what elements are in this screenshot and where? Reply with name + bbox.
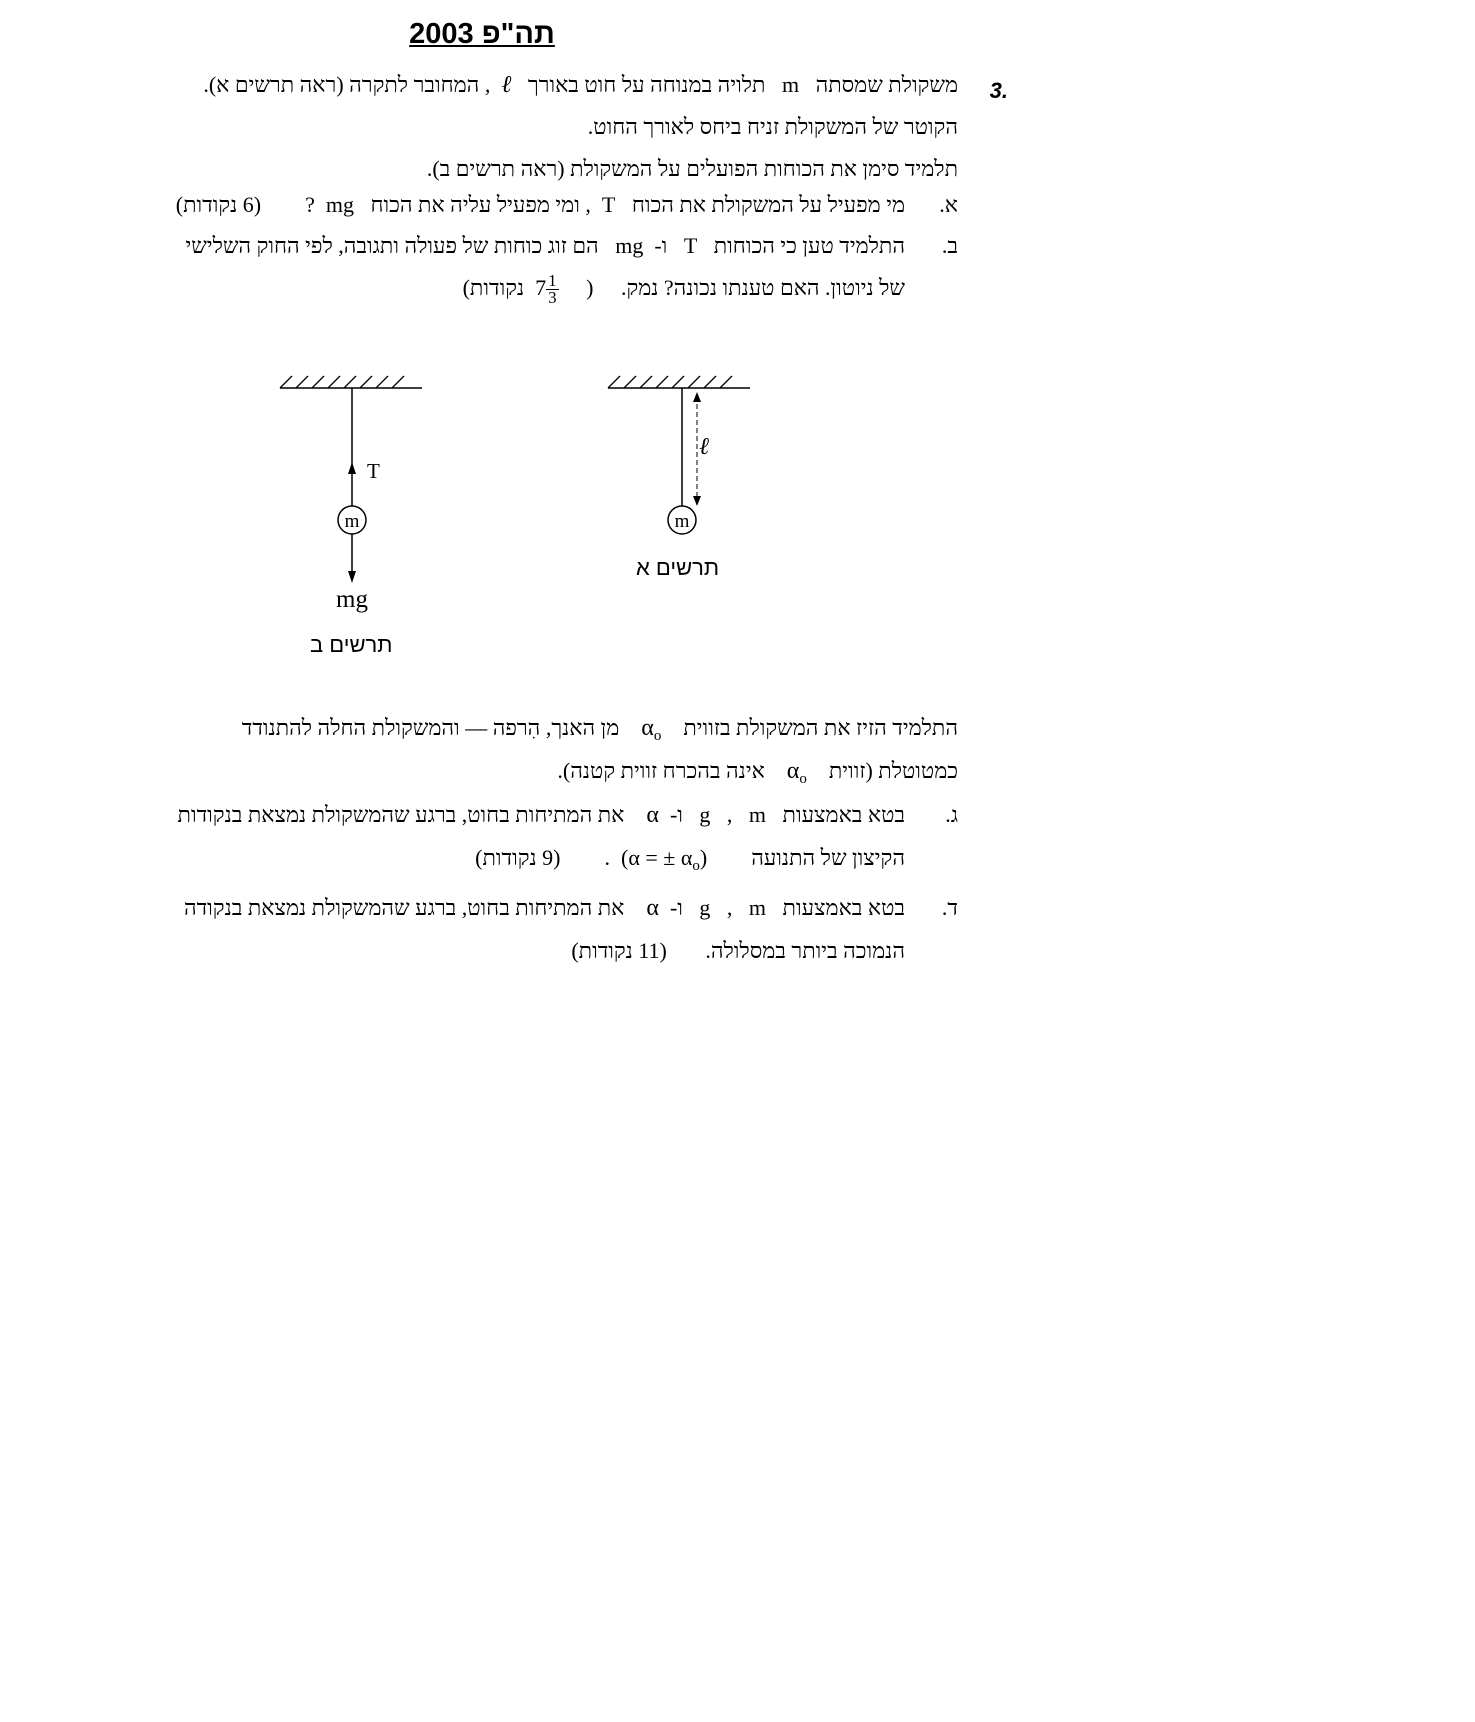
intro-text-3: , המחובר לתקרה (ראה תרשים א). bbox=[203, 72, 491, 97]
pendulum-figures bbox=[0, 0, 1475, 700]
length-symbol: ℓ bbox=[501, 72, 512, 98]
part-a-text-2: , ומי מפעיל עליה את הכוח bbox=[370, 192, 591, 217]
part-b-text-1: התלמיד טען כי הכוחות bbox=[713, 233, 905, 258]
mass-symbol: m bbox=[748, 895, 767, 920]
part-d-vav: ו- bbox=[669, 895, 683, 920]
length-arrow-up-icon bbox=[693, 392, 701, 402]
part-b-points: נקודות) bbox=[462, 275, 525, 300]
part-d-line-1 bbox=[184, 893, 905, 923]
part-c-line-2 bbox=[475, 843, 905, 881]
page-title: תה"פ 2003 bbox=[409, 18, 555, 50]
ceiling-b-hatching bbox=[280, 376, 404, 388]
part-d-text-1: בטא באמצעות bbox=[782, 895, 905, 920]
part-c-text-3: הקיצון של התנועה bbox=[751, 845, 905, 870]
weight-label: mg bbox=[336, 586, 368, 613]
second-line-1 bbox=[242, 713, 958, 751]
question-mark: ? bbox=[305, 192, 315, 217]
second-text-4: אינה בהכרח זווית קטנה). bbox=[557, 758, 765, 783]
second-line-2 bbox=[557, 756, 958, 794]
length-arrow-down-icon bbox=[693, 496, 701, 506]
fraction-denominator: 3 bbox=[548, 288, 557, 308]
part-b-text-2: הם זוג כוחות של פעולה ותגובה, לפי החוק השלישי bbox=[185, 233, 599, 258]
tension-symbol: T bbox=[683, 233, 698, 258]
tension-label: T bbox=[367, 459, 380, 483]
weight-arrow-icon bbox=[348, 571, 356, 583]
part-c-text-2: את המתיחות בחוט, ברגע שהמשקולת נמצאת בנקודות bbox=[177, 802, 625, 827]
part-c-points: (9 נקודות) bbox=[475, 845, 561, 870]
part-d-text-2: את המתיחות בחוט, ברגע שהמשקולת נמצאת בנקודה bbox=[183, 895, 625, 920]
alpha-zero-symbol: $\alpha_o$ bbox=[786, 758, 807, 787]
part-d-points: (11 נקודות) bbox=[571, 938, 667, 963]
caption-figure-a: תרשים א bbox=[636, 555, 720, 580]
second-text-1: התלמיד הזיז את המשקולת בזווית bbox=[683, 715, 958, 740]
gravity-symbol: g bbox=[699, 895, 711, 920]
fraction-numerator: 1 bbox=[548, 271, 557, 291]
intro-line-3: תלמיד סימן את הכוחות הפועלים על המשקולת (ראה תרשים ב). bbox=[426, 156, 958, 181]
extreme-angle-formula: (α = ± $\alpha_o$) bbox=[621, 845, 708, 874]
part-b-text-3: של ניוטון. האם טענתו נכונה? נמק. bbox=[620, 275, 905, 300]
gravity-symbol: g bbox=[699, 802, 711, 827]
intro-text-2: תלויה במנוחה על חוט באורך bbox=[527, 72, 766, 97]
mass-symbol: m bbox=[748, 802, 767, 827]
tension-symbol: T bbox=[601, 192, 616, 217]
intro-text-1: משקולת שמסתה bbox=[815, 72, 958, 97]
weight-symbol: mg bbox=[615, 233, 644, 258]
figure-a bbox=[608, 376, 750, 534]
length-label: ℓ bbox=[699, 434, 709, 460]
part-d-letter: ד. bbox=[941, 895, 958, 920]
caption-figure-b: תרשים ב bbox=[310, 632, 393, 657]
comma: , bbox=[726, 895, 733, 920]
mass-a-label: m bbox=[674, 511, 690, 532]
alpha-symbol: α bbox=[646, 895, 659, 921]
part-d-line-2 bbox=[571, 936, 905, 966]
mass-b-label: m bbox=[344, 511, 360, 532]
weight-symbol: mg bbox=[325, 192, 354, 217]
points-open-paren: ( bbox=[586, 275, 594, 300]
alpha-zero-symbol: $\alpha_o$ bbox=[641, 715, 662, 744]
part-c-letter: ג. bbox=[945, 802, 958, 827]
part-b-vav: ו- bbox=[654, 233, 668, 258]
alpha-symbol: α bbox=[646, 802, 659, 828]
question-number: 3. bbox=[989, 78, 1008, 103]
part-c-vav: ו- bbox=[669, 802, 683, 827]
points-whole: 7 bbox=[535, 275, 547, 300]
ceiling-a-hatching bbox=[608, 376, 732, 388]
part-b-letter: ב. bbox=[941, 233, 958, 258]
part-c-line-1 bbox=[178, 800, 905, 830]
comma: , bbox=[726, 802, 733, 827]
tension-arrow-icon bbox=[348, 462, 356, 474]
part-a-points: (6 נקודות) bbox=[175, 192, 262, 217]
part-a-letter: א. bbox=[939, 192, 958, 217]
period: . bbox=[604, 845, 610, 870]
part-a-text-1: מי מפעיל על המשקולת את הכוח bbox=[631, 192, 905, 217]
mass-symbol: m bbox=[781, 72, 800, 97]
part-c-text-1: בטא באמצעות bbox=[782, 802, 905, 827]
intro-line-2: הקוטר של המשקולת זניח ביחס לאורך החוט. bbox=[587, 114, 958, 139]
second-text-3: כמטוטלת (זווית bbox=[828, 758, 958, 783]
figure-b bbox=[280, 376, 422, 613]
second-text-2: מן האנך, הִרפה — והמשקולת החלה להתנודד bbox=[241, 715, 620, 740]
part-d-text-3: הנמוכה ביותר במסלולה. bbox=[705, 938, 905, 963]
